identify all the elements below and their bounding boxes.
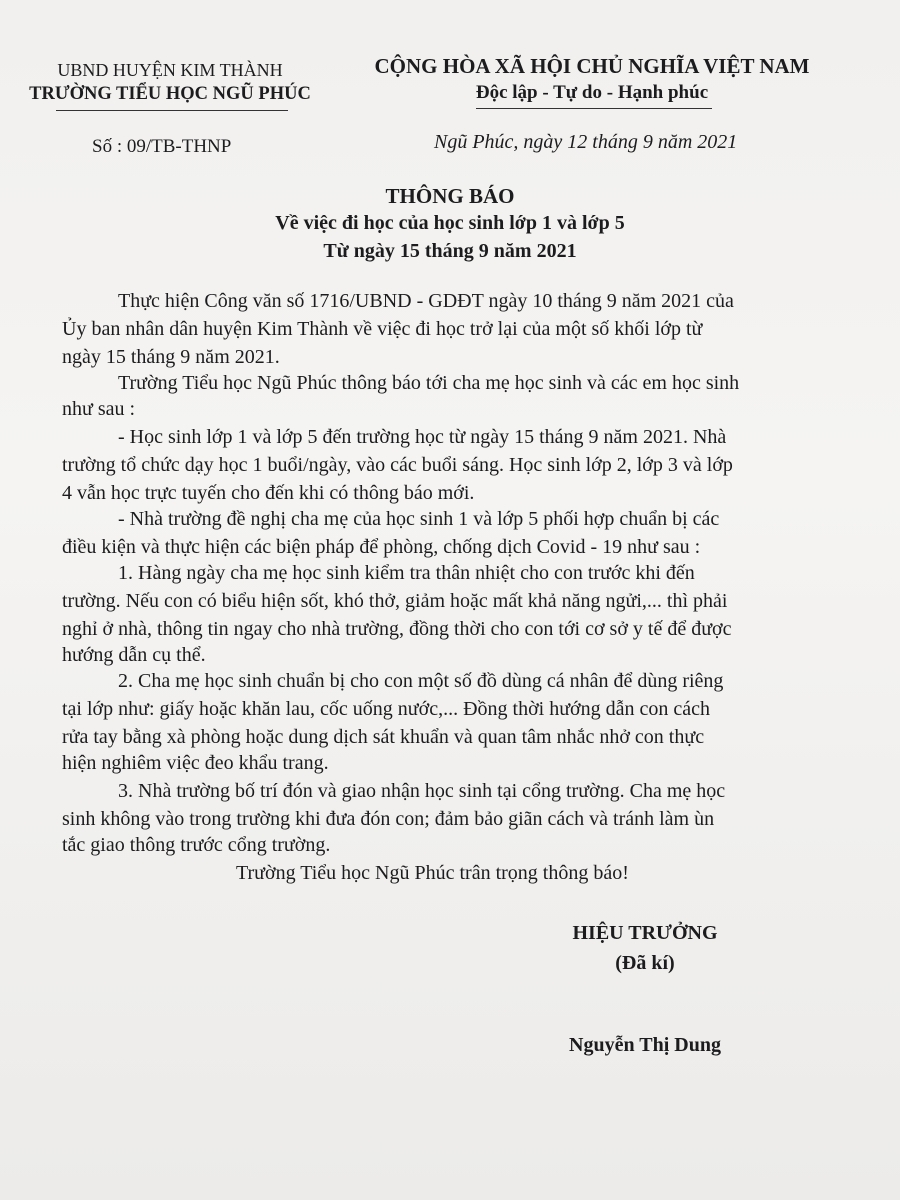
body-line: 3. Nhà trường bố trí đón và giao nhận học sinh tại cổng trường. Cha mẹ học bbox=[118, 780, 726, 802]
signed-note: (Đã kí) bbox=[615, 952, 675, 974]
signer-role: HIỆU TRƯỞNG bbox=[572, 922, 718, 944]
body-line: nghỉ ở nhà, thông tin ngay cho nhà trường, đồng thời cho con tới cơ sở y tế để được bbox=[62, 618, 732, 640]
body-line: 1. Hàng ngày cha mẹ học sinh kiểm tra thân nhiệt cho con trước khi đến bbox=[118, 562, 695, 584]
body-line: tắc giao thông trước cổng trường. bbox=[62, 834, 331, 856]
body-line: rửa tay bằng xà phòng hoặc dung dịch sát khuẩn và quan tâm nhắc nhở con thực bbox=[62, 726, 705, 748]
school-name: TRƯỜNG TIỂU HỌC NGŨ PHÚC bbox=[29, 84, 311, 104]
closing-line: Trường Tiểu học Ngũ Phúc trân trọng thông báo! bbox=[236, 862, 629, 884]
place-date: Ngũ Phúc, ngày 12 tháng 9 năm 2021 bbox=[434, 131, 738, 153]
national-title: CỘNG HÒA XÃ HỘI CHỦ NGHĨA VIỆT NAM bbox=[374, 54, 810, 78]
body-line: - Nhà trường đề nghị cha mẹ của học sinh 1 và lớp 5 phối hợp chuẩn bị các bbox=[118, 508, 720, 530]
body-line: trường. Nếu con có biểu hiện sốt, khó thở, giảm hoặc mất khả năng ngửi,... thì phải bbox=[62, 590, 728, 612]
document-number: Số : 09/TB-THNP bbox=[92, 136, 232, 157]
body-line: sinh không vào trong trường khi đưa đón con; đảm bảo giãn cách và tránh làm ùn bbox=[62, 808, 715, 830]
body-line: Thực hiện Công văn số 1716/UBND - GDĐT ngày 10 tháng 9 năm 2021 của bbox=[118, 290, 734, 312]
body-line: tại lớp như: giấy hoặc khăn lau, cốc uống nước,... Đồng thời hướng dẫn con cách bbox=[62, 698, 710, 720]
body-line: ngày 15 tháng 9 năm 2021. bbox=[62, 346, 280, 368]
body-line: điều kiện và thực hiện các biện pháp để phòng, chống dịch Covid - 19 như sau : bbox=[62, 536, 701, 558]
document-date-line: Từ ngày 15 tháng 9 năm 2021 bbox=[323, 240, 577, 262]
document-title: THÔNG BÁO bbox=[385, 184, 515, 208]
body-line: 2. Cha mẹ học sinh chuẩn bị cho con một số đồ dùng cá nhân để dùng riêng bbox=[118, 670, 724, 692]
body-line: Ủy ban nhân dân huyện Kim Thành về việc đi học trở lại của một số khối lớp từ bbox=[62, 318, 703, 340]
body-line: 4 vẫn học trực tuyến cho đến khi có thông báo mới. bbox=[62, 482, 475, 504]
agency-name: UBND HUYỆN KIM THÀNH bbox=[57, 60, 283, 80]
body-line: trường tổ chức dạy học 1 buổi/ngày, vào các buổi sáng. Học sinh lớp 2, lớp 3 và lớp bbox=[62, 454, 733, 476]
signer-name: Nguyễn Thị Dung bbox=[569, 1034, 721, 1056]
national-motto: Độc lập - Tự do - Hạnh phúc bbox=[475, 82, 709, 103]
body-line: như sau : bbox=[62, 398, 136, 420]
document-subject: Về việc đi học của học sinh lớp 1 và lớp 5 bbox=[275, 212, 625, 234]
motto-underline bbox=[476, 108, 712, 109]
body-line: hiện nghiêm việc đeo khẩu trang. bbox=[62, 752, 329, 774]
body-line: - Học sinh lớp 1 và lớp 5 đến trường học từ ngày 15 tháng 9 năm 2021. Nhà bbox=[118, 426, 727, 448]
school-underline bbox=[56, 110, 288, 111]
body-line: Trường Tiểu học Ngũ Phúc thông báo tới cha mẹ học sinh và các em học sinh bbox=[118, 372, 740, 394]
body-line: hướng dẫn cụ thể. bbox=[62, 644, 206, 666]
